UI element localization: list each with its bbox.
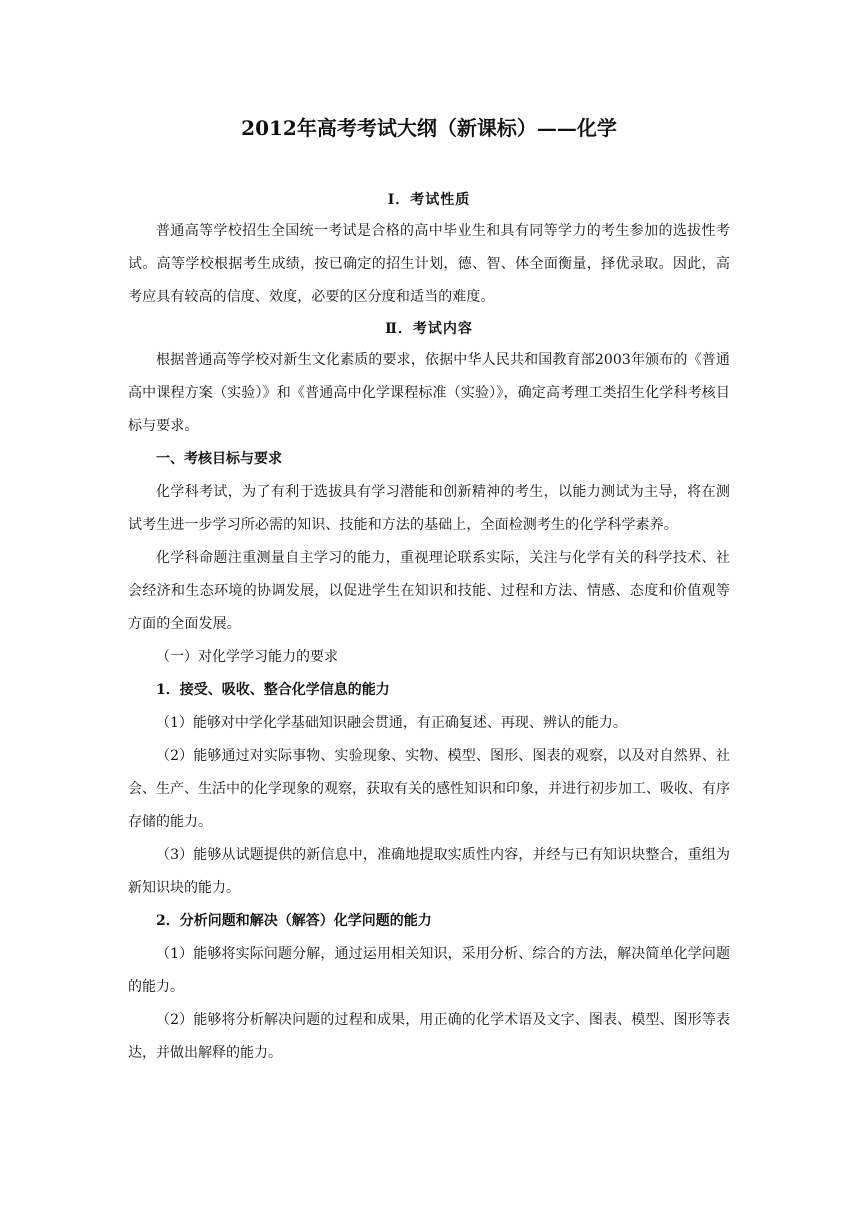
heading-ability-1: 1．接受、吸收、整合化学信息的能力 [156, 682, 390, 698]
document-title: 2012年高考考试大纲（新课标）——化学 [241, 116, 617, 140]
paragraph-objectives-2: 化学科命题注重测量自主学习的能力，重视理论联系实际，关注与化学有关的科学技术、社会经济和生态环境的协调发展，以促进学生在知识和技能、过程和方法、情感、态度和价值观等方面的全面发展。 [128, 550, 730, 632]
ability-2-item-1: （1）能够将实际问题分解，通过运用相关知识，采用分析、综合的方法，解决简单化学问题的能力。 [128, 946, 730, 995]
heading-ability-requirements: （一）对化学学习能力的要求 [156, 649, 338, 665]
heading-objectives: 一、考核目标与要求 [156, 451, 282, 467]
paragraph-exam-nature: 普通高等学校招生全国统一考试是合格的高中毕业生和具有同等学力的考生参加的选拔性考试。高等学校根据考生成绩，按已确定的招生计划，德、智、体全面衡量，择优录取。因此，高考应具有较高的信度、效度，必要的区分度和适当的难度。 [128, 223, 730, 305]
ability-1-item-2: （2）能够通过对实际事物、实验现象、实物、模型、图形、图表的观察，以及对自然界、社会、生产、生活中的化学现象的观察，获取有关的感性知识和印象，并进行初步加工、吸收、有序存储的能力。 [128, 748, 730, 830]
section-heading-nature: Ⅰ．考试性质 [387, 192, 471, 208]
ability-1-item-1: （1）能够对中学化学基础知识融会贯通，有正确复述、再现、辨认的能力。 [156, 715, 627, 731]
ability-1-item-3: （3）能够从试题提供的新信息中，准确地提取实质性内容，并经与已有知识块整合，重组为新知识块的能力。 [128, 847, 730, 896]
paragraph-objectives-1: 化学科考试，为了有利于选拔具有学习潜能和创新精神的考生，以能力测试为主导，将在测试考生进一步学习所必需的知识、技能和方法的基础上，全面检测考生的化学科学素养。 [128, 484, 730, 533]
heading-ability-2: 2．分析问题和解决（解答）化学问题的能力 [156, 913, 432, 929]
paragraph-content-intro: 根据普通高等学校对新生文化素质的要求，依据中华人民共和国教育部2003年颁布的《普通高中课程方案（实验）》和《普通高中化学课程标准（实验）》，确定高考理工类招生化学科考核目标与要求。 [128, 352, 730, 434]
document-content [128, 113, 730, 1070]
section-heading-content: Ⅱ．考试内容 [385, 321, 473, 337]
ability-2-item-2: （2）能够将分析解决问题的过程和成果，用正确的化学术语及文字、图表、模型、图形等表达，并做出解释的能力。 [128, 1012, 730, 1061]
